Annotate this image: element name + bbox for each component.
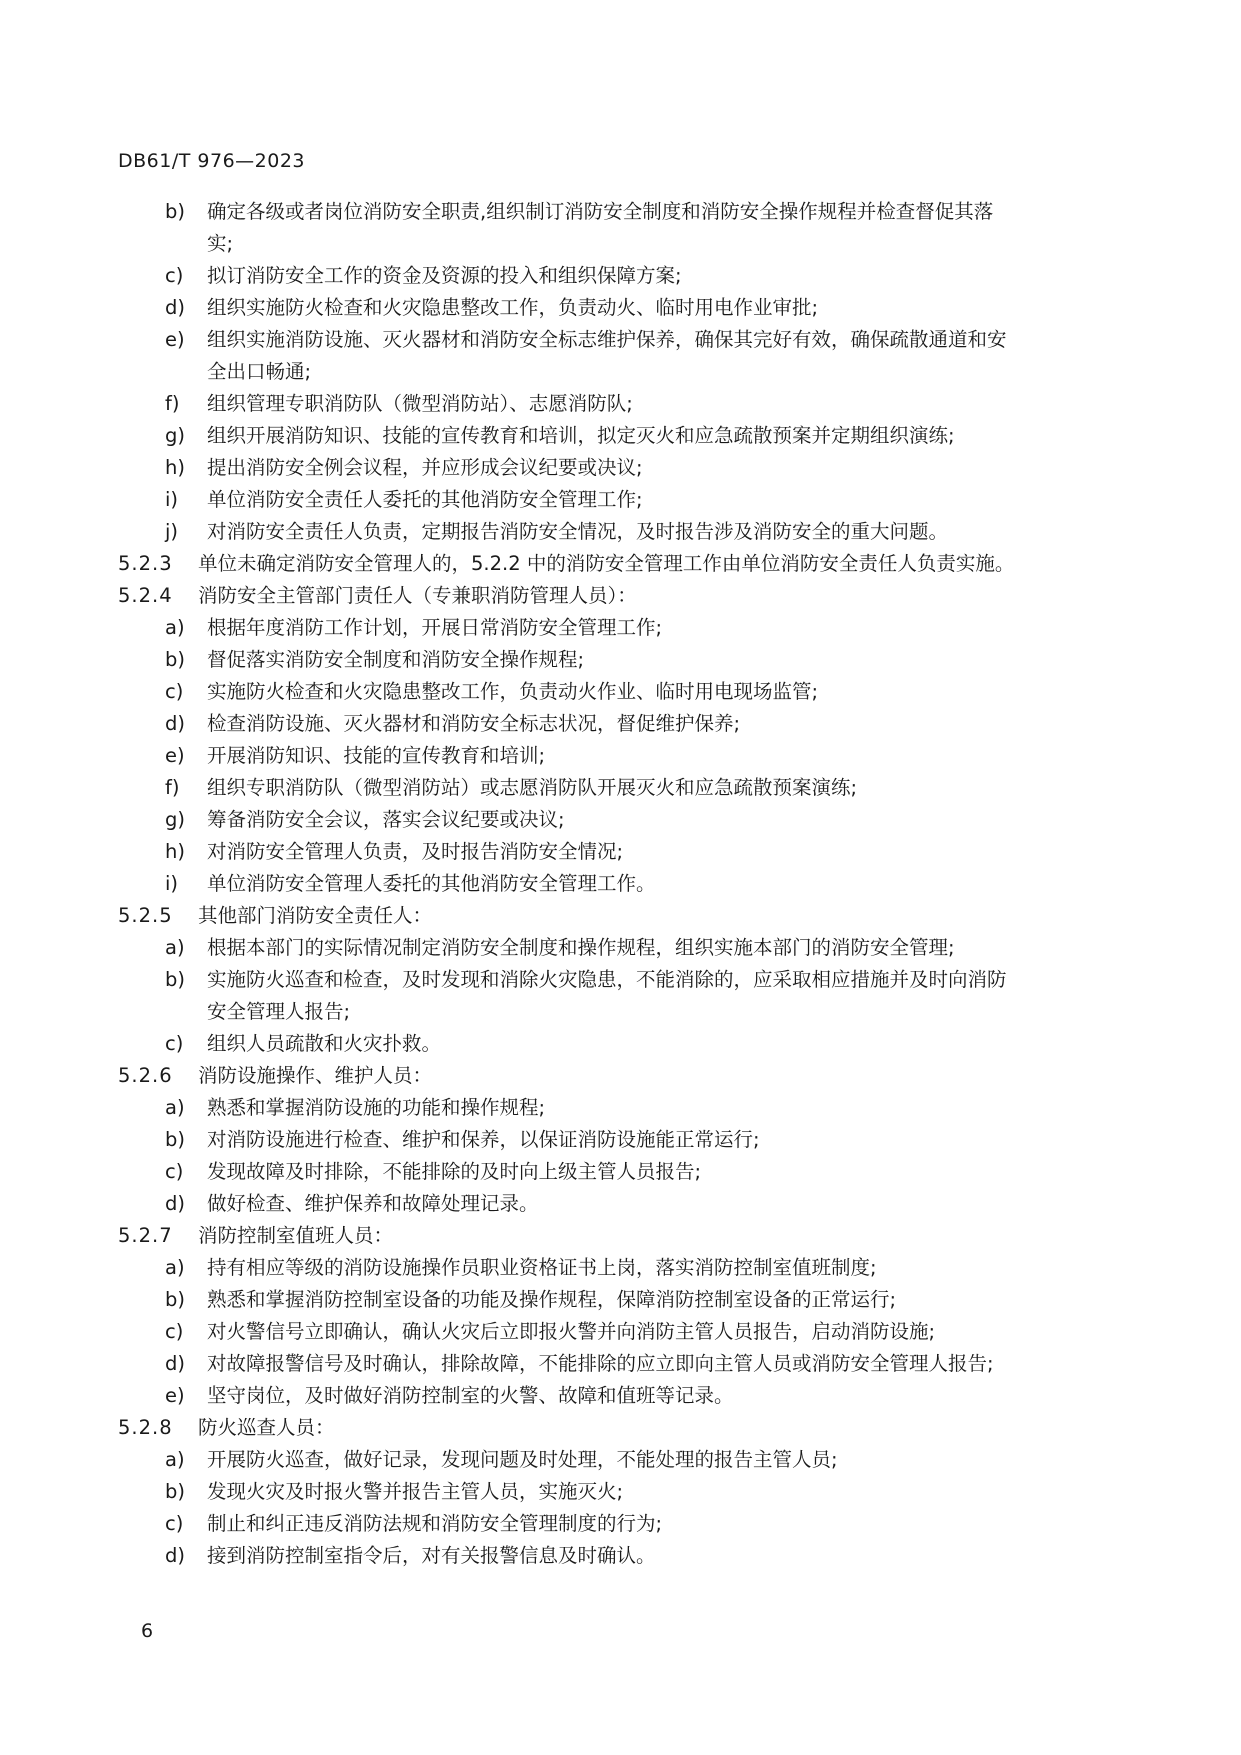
list-item [0, 772, 1241, 804]
list-item-label: j) [165, 520, 179, 543]
list-item-label: d) [165, 1192, 185, 1215]
list-item-label: f) [165, 392, 180, 415]
section-heading [0, 900, 1241, 932]
section-number: 5.2.4 [118, 584, 173, 607]
list-item-text: 制止和纠正违反消防法规和消防安全管理制度的行为; [207, 1512, 663, 1535]
list-item-text: 开展消防知识、技能的宣传教育和培训; [207, 744, 546, 767]
list-item [0, 1444, 1241, 1476]
section-heading [0, 1220, 1241, 1252]
list-item-text: 实; [207, 232, 234, 255]
list-item-text: 做好检查、维护保养和故障处理记录。 [207, 1192, 539, 1215]
list-item-text: 单位消防安全管理人委托的其他消防安全管理工作。 [207, 872, 656, 895]
section-text: 消防设施操作、维护人员： [198, 1064, 433, 1087]
list-item-text: 实施防火巡查和检查，及时发现和消除火灾隐患，不能消除的，应采取相应措施并及时向消防 [207, 968, 1007, 991]
list-item-text: 单位消防安全责任人委托的其他消防安全管理工作; [207, 488, 643, 511]
list-item [0, 324, 1241, 356]
list-item-label: b) [165, 968, 185, 991]
list-item-label: a) [165, 616, 185, 639]
list-item [0, 836, 1241, 868]
section-heading [0, 548, 1241, 580]
list-item [0, 292, 1241, 324]
list-item-label: i) [165, 872, 179, 895]
list-item-text: 组织专职消防队（微型消防站）或志愿消防队开展灭火和应急疏散预案演练; [207, 776, 858, 799]
list-item-label: b) [165, 1288, 185, 1311]
list-item-label: g) [165, 808, 185, 831]
list-item [0, 644, 1241, 676]
list-item-label: d) [165, 1544, 185, 1567]
list-item-label: h) [165, 840, 185, 863]
list-item [0, 1348, 1241, 1380]
list-item [0, 740, 1241, 772]
list-item-text: 熟悉和掌握消防控制室设备的功能及操作规程，保障消防控制室设备的正常运行; [207, 1288, 897, 1311]
list-item-label: d) [165, 712, 185, 735]
list-item [0, 420, 1241, 452]
list-item-text: 组织管理专职消防队（微型消防站）、志愿消防队; [207, 392, 633, 415]
section-text: 其他部门消防安全责任人： [198, 904, 433, 927]
section-number: 5.2.7 [118, 1224, 173, 1247]
list-item-text: 对故障报警信号及时确认，排除故障，不能排除的应立即向主管人员或消防安全管理人报告; [207, 1352, 994, 1375]
list-item [0, 868, 1241, 900]
list-item [0, 196, 1241, 228]
section-text: 单位未确定消防安全管理人的，5.2.2 中的消防安全管理工作由单位消防安全责任人负责实施。 [198, 552, 1015, 575]
list-item [0, 676, 1241, 708]
list-item-label: e) [165, 328, 185, 351]
list-item-text: 发现故障及时排除，不能排除的及时向上级主管人员报告; [207, 1160, 702, 1183]
list-item [0, 1092, 1241, 1124]
list-item-text: 组织开展消防知识、技能的宣传教育和培训，拟定灭火和应急疏散预案并定期组织演练; [207, 424, 955, 447]
list-item-text: 拟订消防安全工作的资金及资源的投入和组织保障方案; [207, 264, 682, 287]
list-item-text: 坚守岗位，及时做好消防控制室的火警、故障和值班等记录。 [207, 1384, 734, 1407]
list-item-label: d) [165, 296, 185, 319]
list-item-label: b) [165, 1128, 185, 1151]
list-item-text: 熟悉和掌握消防设施的功能和操作规程; [207, 1096, 546, 1119]
list-item-text: 组织人员疏散和火灾扑救。 [207, 1032, 442, 1055]
list-item [0, 708, 1241, 740]
document-body [0, 196, 1241, 1572]
list-item-label: b) [165, 1480, 185, 1503]
list-item [0, 1284, 1241, 1316]
page-number: 6 [141, 1620, 154, 1642]
list-item [0, 1156, 1241, 1188]
list-item [0, 612, 1241, 644]
section-heading [0, 1412, 1241, 1444]
list-item-label: d) [165, 1352, 185, 1375]
list-item [0, 964, 1241, 996]
list-item-text: 发现火灾及时报火警并报告主管人员，实施灭火; [207, 1480, 624, 1503]
list-item-label: c) [165, 1320, 184, 1343]
list-item [0, 1188, 1241, 1220]
list-item-text: 筹备消防安全会议，落实会议纪要或决议; [207, 808, 565, 831]
list-item-label: b) [165, 200, 185, 223]
list-item-text: 根据本部门的实际情况制定消防安全制度和操作规程，组织实施本部门的消防安全管理; [207, 936, 955, 959]
list-item [0, 1124, 1241, 1156]
list-item [0, 1508, 1241, 1540]
list-item [0, 1252, 1241, 1284]
list-item-label: a) [165, 936, 185, 959]
list-item-text: 持有相应等级的消防设施操作员职业资格证书上岗，落实消防控制室值班制度; [207, 1256, 877, 1279]
list-item-label: f) [165, 776, 180, 799]
list-item-text: 接到消防控制室指令后，对有关报警信息及时确认。 [207, 1544, 656, 1567]
list-item-text: 组织实施消防设施、灭火器材和消防安全标志维护保养，确保其完好有效，确保疏散通道和安 [207, 328, 1007, 351]
list-item-continuation [0, 356, 1241, 388]
list-item-label: a) [165, 1096, 185, 1119]
list-item-continuation [0, 228, 1241, 260]
section-text: 消防控制室值班人员： [198, 1224, 394, 1247]
list-item-label: a) [165, 1448, 185, 1471]
list-item-text: 实施防火检查和火灾隐患整改工作，负责动火作业、临时用电现场监管; [207, 680, 819, 703]
list-item [0, 388, 1241, 420]
section-text: 防火巡查人员： [198, 1416, 335, 1439]
section-number: 5.2.6 [118, 1064, 173, 1087]
list-item-label: h) [165, 456, 185, 479]
list-item-label: c) [165, 1512, 184, 1535]
list-item-label: e) [165, 1384, 185, 1407]
list-item [0, 260, 1241, 292]
list-item-label: c) [165, 264, 184, 287]
list-item-text: 对消防设施进行检查、维护和保养，以保证消防设施能正常运行; [207, 1128, 760, 1151]
list-item [0, 516, 1241, 548]
list-item-label: e) [165, 744, 185, 767]
section-text: 消防安全主管部门责任人（专兼职消防管理人员）： [198, 584, 637, 607]
list-item-text: 根据年度消防工作计划，开展日常消防安全管理工作; [207, 616, 663, 639]
list-item-continuation [0, 996, 1241, 1028]
list-item [0, 484, 1241, 516]
list-item-text: 安全管理人报告; [207, 1000, 351, 1023]
list-item-text: 组织实施防火检查和火灾隐患整改工作，负责动火、临时用电作业审批; [207, 296, 819, 319]
list-item [0, 452, 1241, 484]
list-item-label: g) [165, 424, 185, 447]
list-item-text: 提出消防安全例会议程，并应形成会议纪要或决议; [207, 456, 643, 479]
list-item-label: i) [165, 488, 179, 511]
list-item [0, 1540, 1241, 1572]
list-item-label: c) [165, 1032, 184, 1055]
list-item-text: 全出口畅通; [207, 360, 312, 383]
section-number: 5.2.8 [118, 1416, 173, 1439]
list-item [0, 1316, 1241, 1348]
section-number: 5.2.3 [118, 552, 173, 575]
list-item-text: 对消防安全管理人负责，及时报告消防安全情况; [207, 840, 624, 863]
list-item-text: 督促落实消防安全制度和消防安全操作规程; [207, 648, 585, 671]
list-item-label: c) [165, 1160, 184, 1183]
list-item-label: c) [165, 680, 184, 703]
list-item-text: 对火警信号立即确认，确认火灾后立即报火警并向消防主管人员报告，启动消防设施; [207, 1320, 936, 1343]
list-item-text: 确定各级或者岗位消防安全职责,组织制订消防安全制度和消防安全操作规程并检查督促其落 [207, 200, 994, 223]
list-item [0, 804, 1241, 836]
section-heading [0, 1060, 1241, 1092]
list-item-text: 开展防火巡查，做好记录，发现问题及时处理，不能处理的报告主管人员; [207, 1448, 838, 1471]
list-item [0, 1380, 1241, 1412]
list-item [0, 932, 1241, 964]
list-item [0, 1028, 1241, 1060]
list-item-text: 检查消防设施、灭火器材和消防安全标志状况，督促维护保养; [207, 712, 741, 735]
section-number: 5.2.5 [118, 904, 173, 927]
section-heading [0, 580, 1241, 612]
list-item-text: 对消防安全责任人负责，定期报告消防安全情况，及时报告涉及消防安全的重大问题。 [207, 520, 949, 543]
list-item-label: b) [165, 648, 185, 671]
list-item-label: a) [165, 1256, 185, 1279]
list-item [0, 1476, 1241, 1508]
document-code: DB61/T 976—2023 [118, 150, 306, 172]
